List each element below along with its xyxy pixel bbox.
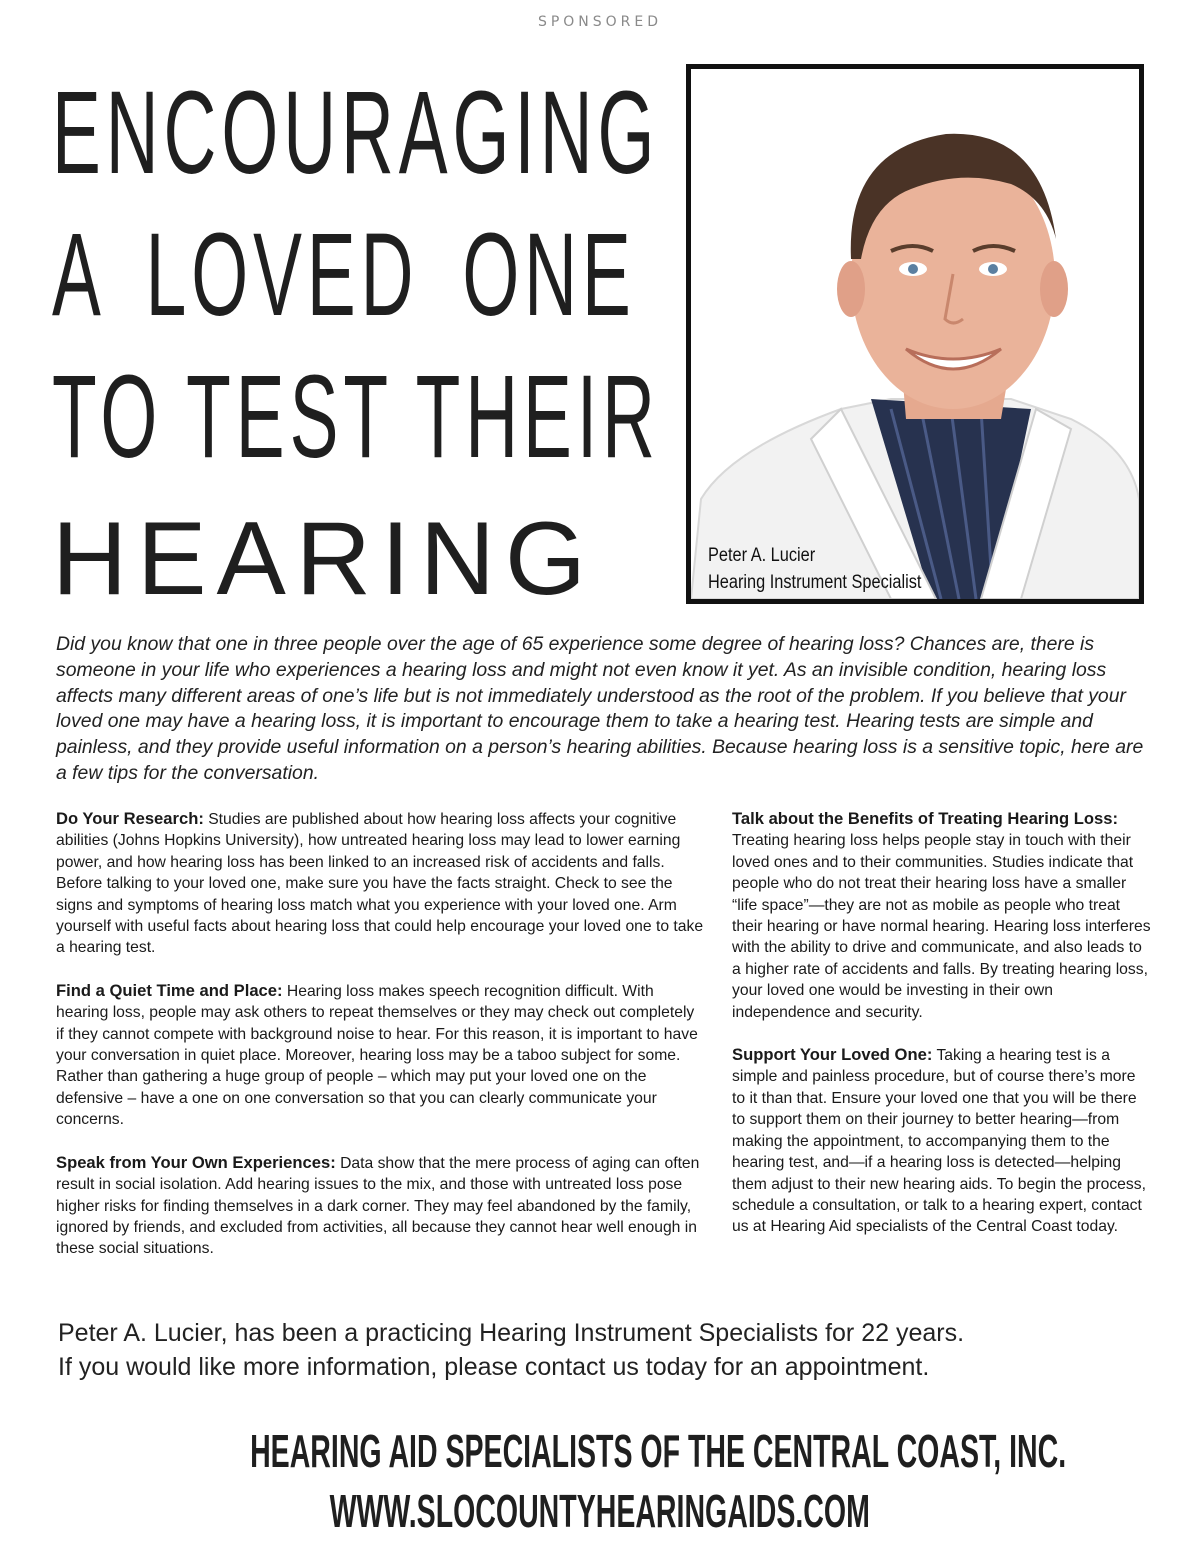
headline-line-2: A LOVED ONE (52, 209, 636, 341)
company-name-text: HEARING AID SPECIALISTS OF THE CENTRAL COAST, INC. (250, 1425, 1067, 1477)
section-quiet-time-place (56, 980, 706, 1131)
section-heading: Do Your Research: (56, 809, 204, 828)
portrait-photo-frame (686, 64, 1144, 604)
left-column (56, 808, 706, 1281)
section-own-experiences (56, 1152, 706, 1260)
company-website-text[interactable]: WWW.SLOCOUNTYHEARINGAIDS.COM (329, 1485, 871, 1537)
section-heading: Speak from Your Own Experiences: (56, 1152, 336, 1172)
company-name (0, 1424, 1200, 1478)
sponsored-label: SPONSORED (537, 14, 663, 30)
section-body: Hearing loss makes speech recognition difficult. With hearing loss, people may ask others to repeat themselves or they may check out completely if they cannot compete with background noise to hear. For this reason, it is important to have your conversation in quiet place. Moreover, hearing loss may be a taboo subject for some. Rather than gathering a huge group of people – which may put your loved one on the defensive – have a one on one conversation so that you can clearly communicate your concerns. (56, 982, 698, 1129)
company-website[interactable] (0, 1484, 1200, 1538)
section-heading: Find a Quiet Time and Place: (56, 980, 283, 1000)
bio-statement (58, 1316, 1178, 1384)
section-support (732, 1044, 1152, 1238)
section-body: Studies are published about how hearing loss affects your cognitive abilities (Johns Hopkins University), how untreated hearing loss may lead to lower earning power, and how hearing loss has been linked to an increased risk of accidents and falls. Before talking to your loved one, make sure you have the facts straight. Check to see the signs and symptoms of hearing loss match what you experience with your loved one. Arm yourself with useful facts about hearing loss that could help encourage your loved one to take a hearing test. (56, 811, 704, 957)
portrait-photo (691, 69, 1139, 599)
section-body: Data show that the mere process of aging can often result in social isolation. Add hearing issues to the mix, and those with untreated loss pose higher risks for finding themselves in a dark corner. They may feel abandoned by the family, ignored by friends, and excluded from activities, all because they cannot hear well enough in these social situations. (56, 1154, 700, 1258)
headline-line-1: ENCOURAGING (52, 67, 660, 199)
headline-line-3: TO TEST THEIR (52, 351, 660, 483)
headline (52, 62, 662, 630)
intro-paragraph: Did you know that one in three people over the age of 65 experience some degree of hearing loss? Chances are, there is someone in your life who experiences a hearing loss and might not even know it yet. As an invisible condition, hearing loss affects many different areas of one’s life but is not immediately understood as the root of the problem. If you believe that your loved one may have a hearing loss, it is important to encourage them to take a hearing test. Hearing tests are simple and painless, and they provide useful information on a person’s hearing abilities. Because hearing loss is a sensitive topic, here are a few tips for the conversation. (56, 633, 1144, 784)
right-column (732, 808, 1152, 1259)
section-do-your-research (56, 808, 706, 959)
headline-line-4: HEARING (52, 501, 596, 617)
caption-name: Peter A. Lucier (708, 545, 816, 566)
section-benefits (732, 808, 1152, 1023)
caption-title: Hearing Instrument Specialist (708, 572, 922, 593)
section-heading: Support Your Loved One: (732, 1045, 933, 1065)
photo-caption (708, 542, 921, 596)
section-body: Treating hearing loss helps people stay in touch with their loved ones and to their communities. Studies indicate that people who do not treat their hearing loss have a smaller “life space”—they are not as mobile as people who treat their hearing or have normal hearing. Hearing loss interferes with the ability to drive and communicate, and also leads to a higher rate of accidents and falls. By treating hearing loss, your loved one would be investing in their own independence and security. (732, 832, 1151, 1021)
bio-line-2: If you would like more information, please contact us today for an appointment. (58, 1353, 930, 1381)
section-heading: Talk about the Benefits of Treating Hearing Loss: (732, 809, 1119, 828)
bio-line-1: Peter A. Lucier, has been a practicing Hearing Instrument Specialists for 22 years. (58, 1319, 965, 1347)
section-body: Taking a hearing test is a simple and painless procedure, but of course there’s more to it than that. Ensure your loved one that you will be there to support them on their journey to better hearing—from making the appointment, to accompanying them to the hearing test, and—if a hearing loss is detected—helping them adjust to their new hearing aids. To begin the process, schedule a consultation, or talk to a hearing expert, contact us at Hearing Aid specialists of the Central Coast today. (732, 1047, 1146, 1236)
